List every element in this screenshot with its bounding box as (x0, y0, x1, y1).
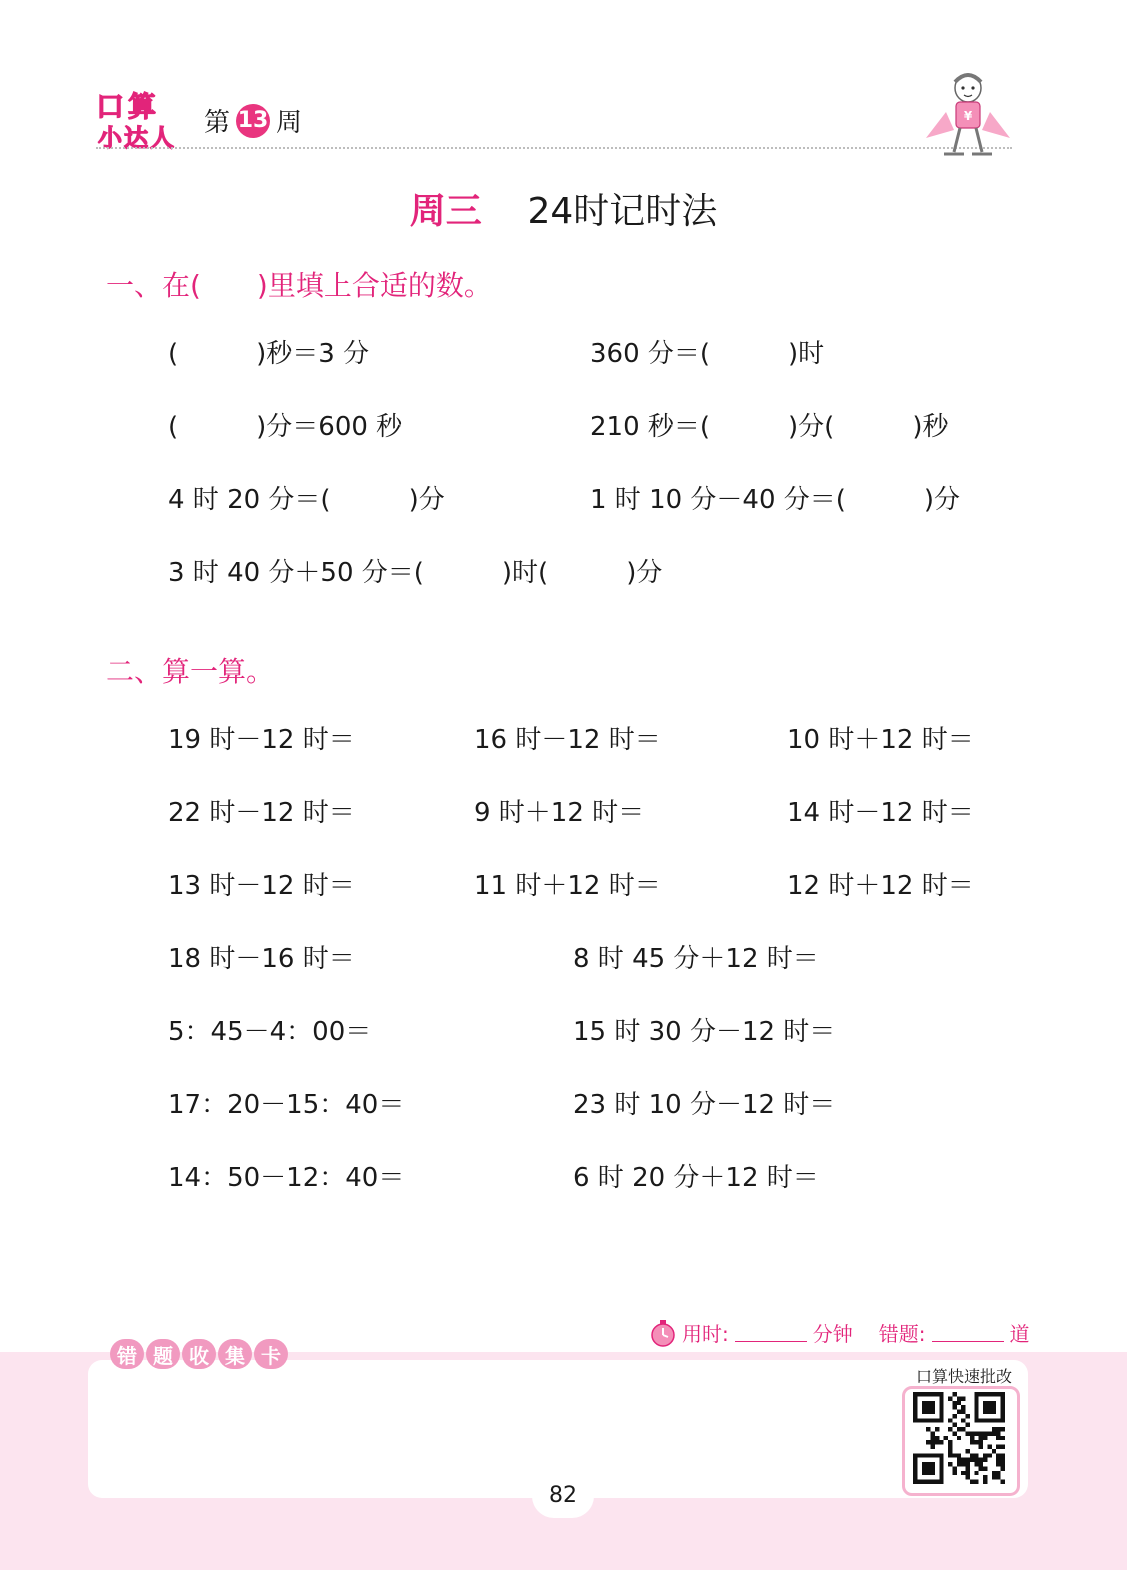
calc-problem: 13 时－12 时＝ (168, 871, 355, 901)
time-label: 用时: (682, 1322, 729, 1346)
fill-problem: 210 秒＝( )分( )秒 (590, 412, 949, 442)
error-card-title (110, 1339, 288, 1369)
fill-problem: 360 分＝( )时 (590, 339, 825, 369)
calc-problem: 14：50－12：40＝ (168, 1163, 405, 1193)
section2-heading: 二、算一算。 (106, 655, 275, 688)
svg-text:达: 达 (124, 124, 148, 152)
calc-problem: 5：45－4：00＝ (168, 1017, 372, 1047)
calc-problem: 17：20－15：40＝ (168, 1090, 405, 1120)
fill-problem: 1 时 10 分－40 分＝( )分 (590, 485, 961, 515)
logo (94, 86, 180, 152)
title-day: 周三 (409, 191, 482, 232)
fill-problem: 4 时 20 分＝( )分 (168, 485, 445, 515)
time-unit: 分钟 (812, 1322, 853, 1346)
calc-problem: 10 时＋12 时＝ (787, 725, 974, 755)
title-topic: 24时记时法 (527, 191, 718, 232)
calc-problem: 14 时－12 时＝ (787, 798, 974, 828)
calc-problem: 18 时－16 时＝ (168, 944, 355, 974)
calc-problem: 22 时－12 时＝ (168, 798, 355, 828)
header-divider (96, 147, 1012, 149)
qr-code[interactable] (912, 1392, 1006, 1484)
fill-problem: ( )分＝600 秒 (168, 412, 403, 442)
errors-unit: 道 (1009, 1322, 1030, 1346)
svg-text:¥: ¥ (963, 109, 973, 123)
calc-problem: 15 时 30 分－12 时＝ (573, 1017, 836, 1047)
timing-record (650, 1318, 1030, 1347)
time-blank[interactable] (735, 1323, 807, 1342)
qr-caption: 口算快速批改 (915, 1367, 1012, 1386)
errors-label: 错题: (878, 1322, 926, 1346)
calc-problem: 23 时 10 分－12 时＝ (573, 1090, 836, 1120)
card-title-char: 集 (218, 1339, 252, 1369)
fill-problem: ( )秒＝3 分 (168, 339, 370, 369)
calc-problem: 6 时 20 分＋12 时＝ (573, 1163, 819, 1193)
calc-problem: 19 时－12 时＝ (168, 725, 355, 755)
card-title-char: 卡 (254, 1339, 288, 1369)
fill-problem: 3 时 40 分＋50 分＝( )时( )分 (168, 558, 663, 588)
svg-text:小: 小 (98, 124, 122, 152)
svg-text:人: 人 (150, 124, 174, 152)
svg-text:算: 算 (128, 90, 157, 123)
week-number-badge: 13 (236, 104, 270, 138)
mascot-illustration (918, 68, 1018, 160)
calc-problem: 8 时 45 分＋12 时＝ (573, 944, 819, 974)
card-title-char: 错 (110, 1339, 144, 1369)
week-label (204, 102, 302, 139)
week-prefix: 第 (204, 108, 231, 138)
calc-problem: 16 时－12 时＝ (474, 725, 661, 755)
errors-blank[interactable] (932, 1323, 1004, 1342)
section1-heading: 一、在( )里填上合适的数。 (106, 269, 492, 302)
calc-problem: 11 时＋12 时＝ (474, 871, 661, 901)
calc-problem: 12 时＋12 时＝ (787, 871, 974, 901)
stopwatch-icon (650, 1319, 676, 1347)
page-title (0, 183, 1127, 234)
svg-text:口: 口 (96, 90, 125, 123)
week-suffix: 周 (276, 108, 303, 138)
page-number: 82 (549, 1483, 577, 1508)
card-title-char: 收 (182, 1339, 216, 1369)
calc-problem: 9 时＋12 时＝ (474, 798, 645, 828)
card-title-char: 题 (146, 1339, 180, 1369)
